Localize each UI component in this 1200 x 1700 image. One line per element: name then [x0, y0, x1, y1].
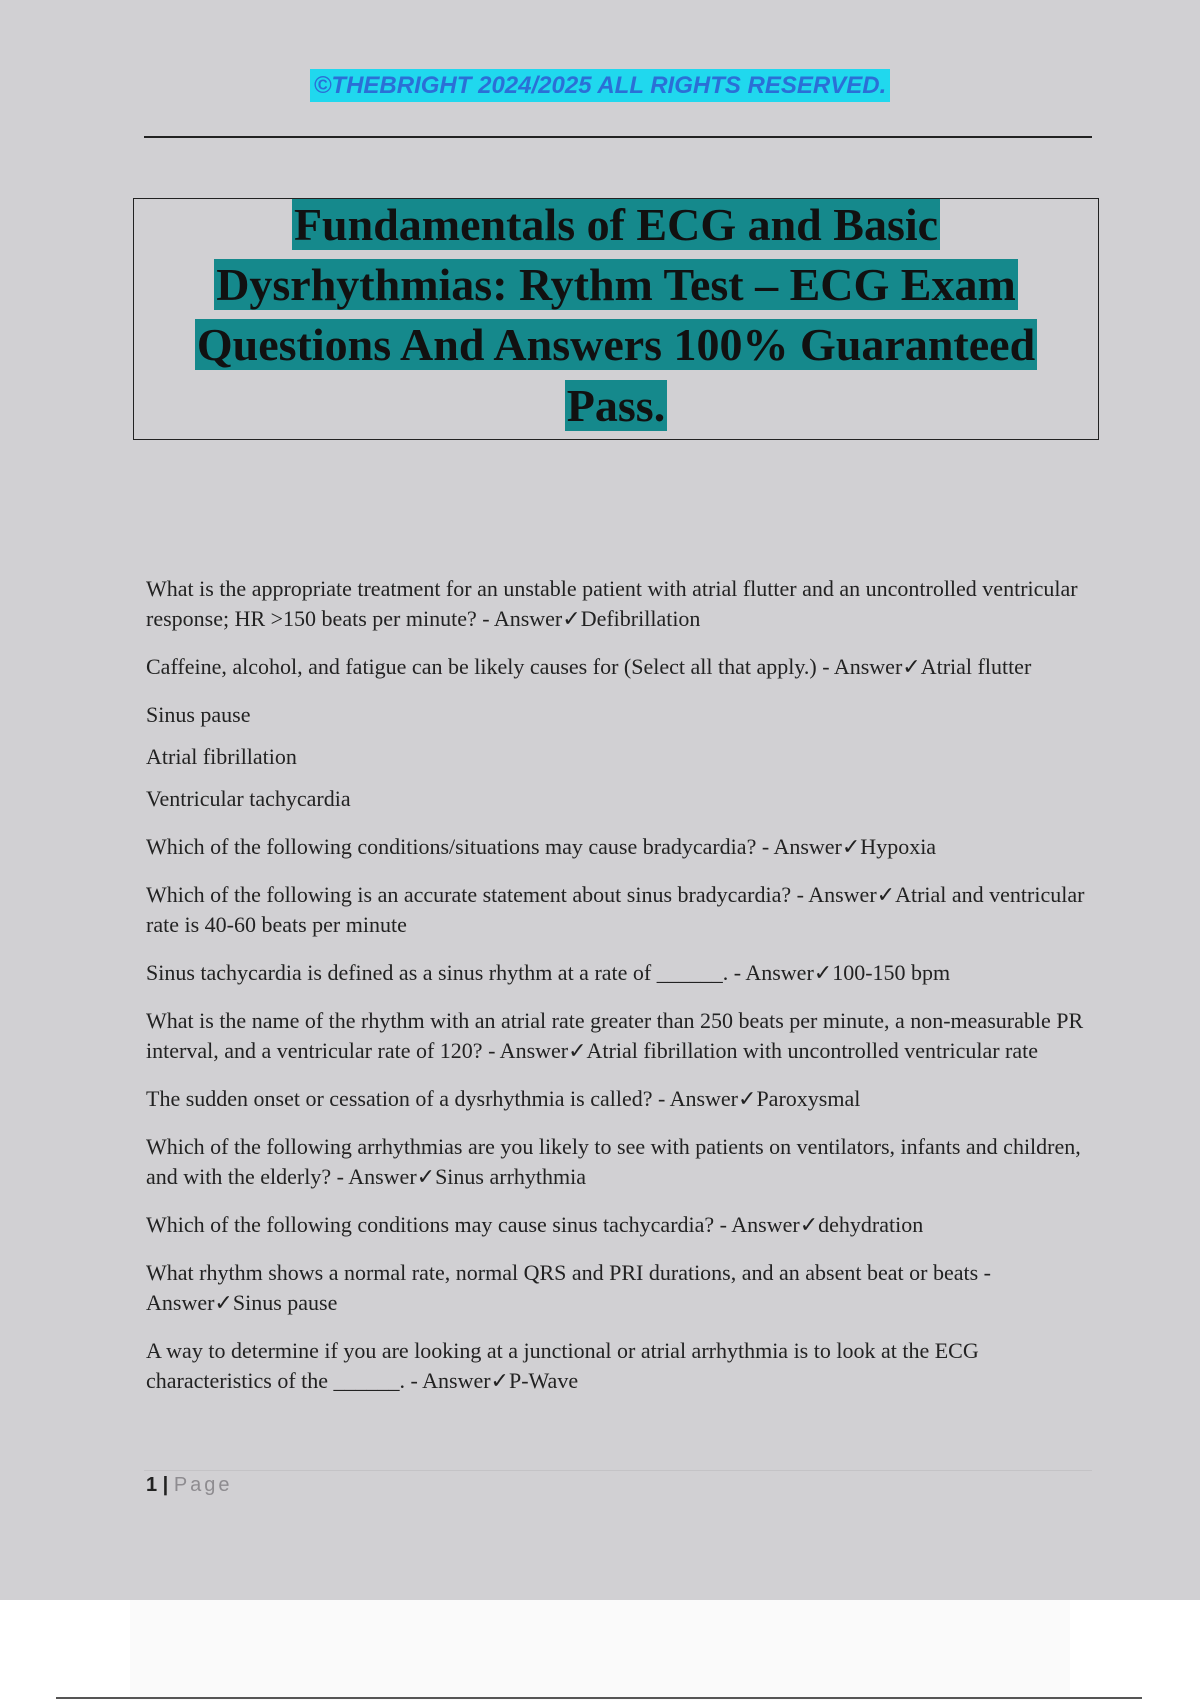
- title-box: [133, 198, 1099, 440]
- question-item: What is the name of the rhythm with an atrial rate greater than 250 beats per minute, a non-measurable PR interval, and a ventricular rate of 120? - Answer✓Atrial fibrillation with uncontrolled ventricular rate: [146, 1008, 1084, 1063]
- question-item: Caffeine, alcohol, and fatigue can be likely causes for (Select all that apply.) - Answer✓Atrial flutter: [146, 654, 1032, 679]
- page-label: Page: [173, 1474, 233, 1496]
- question-item: Sinus tachycardia is defined as a sinus rhythm at a rate of ______. - Answer✓100-150 bpm: [146, 960, 951, 985]
- title-line-3: Questions And Answers 100% Guaranteed: [196, 319, 1036, 370]
- question-item: A way to determine if you are looking at a junctional or atrial arrhythmia is to look at the ECG characteristics of the ______. - Answer✓P-Wave: [146, 1338, 979, 1393]
- question-list: [146, 574, 1090, 1414]
- footer-divider: [144, 1470, 1092, 1471]
- next-page-preview: [0, 1600, 1200, 1700]
- question-item: Which of the following is an accurate statement about sinus bradycardia? - Answer✓Atrial and ventricular rate is 40-60 beats per minute: [146, 882, 1085, 937]
- page-separator: |: [157, 1474, 174, 1496]
- question-item: Which of the following conditions/situations may cause bradycardia? - Answer✓Hypoxia: [146, 834, 937, 859]
- question-item: Which of the following arrhythmias are you likely to see with patients on ventilators, infants and children, and with the elderly? - Answer✓Sinus arrhythmia: [146, 1134, 1081, 1189]
- page-footer: [146, 1474, 233, 1497]
- question-item: The sudden onset or cessation of a dysrhythmia is called? - Answer✓Paroxysmal: [146, 1086, 861, 1111]
- title-line-2: Dysrhythmias: Rythm Test – ECG Exam: [216, 259, 1016, 310]
- question-item: What rhythm shows a normal rate, normal QRS and PRI durations, and an absent beat or beats - Answer✓Sinus pause: [146, 1260, 991, 1315]
- question-item: Which of the following conditions may cause sinus tachycardia? - Answer✓dehydration: [146, 1212, 924, 1237]
- next-page-shade: [130, 1600, 1070, 1700]
- copyright-text: ©THEBRIGHT 2024/2025 ALL RIGHTS RESERVED.: [310, 69, 891, 102]
- title-line-1: Fundamentals of ECG and Basic: [293, 199, 939, 250]
- answer-option: Ventricular tachycardia: [146, 786, 351, 811]
- question-item: What is the appropriate treatment for an unstable patient with atrial flutter and an uncontrolled ventricular response; HR >150 beats per minute? - Answer✓Defibrillation: [146, 576, 1078, 631]
- answer-option: Sinus pause: [146, 702, 251, 727]
- header-divider: [144, 136, 1092, 138]
- title-line-4: Pass.: [566, 380, 666, 431]
- bottom-divider: [56, 1697, 1142, 1699]
- copyright-banner: [0, 72, 1200, 100]
- answer-option: Atrial fibrillation: [146, 744, 297, 769]
- page-number: 1: [146, 1474, 158, 1496]
